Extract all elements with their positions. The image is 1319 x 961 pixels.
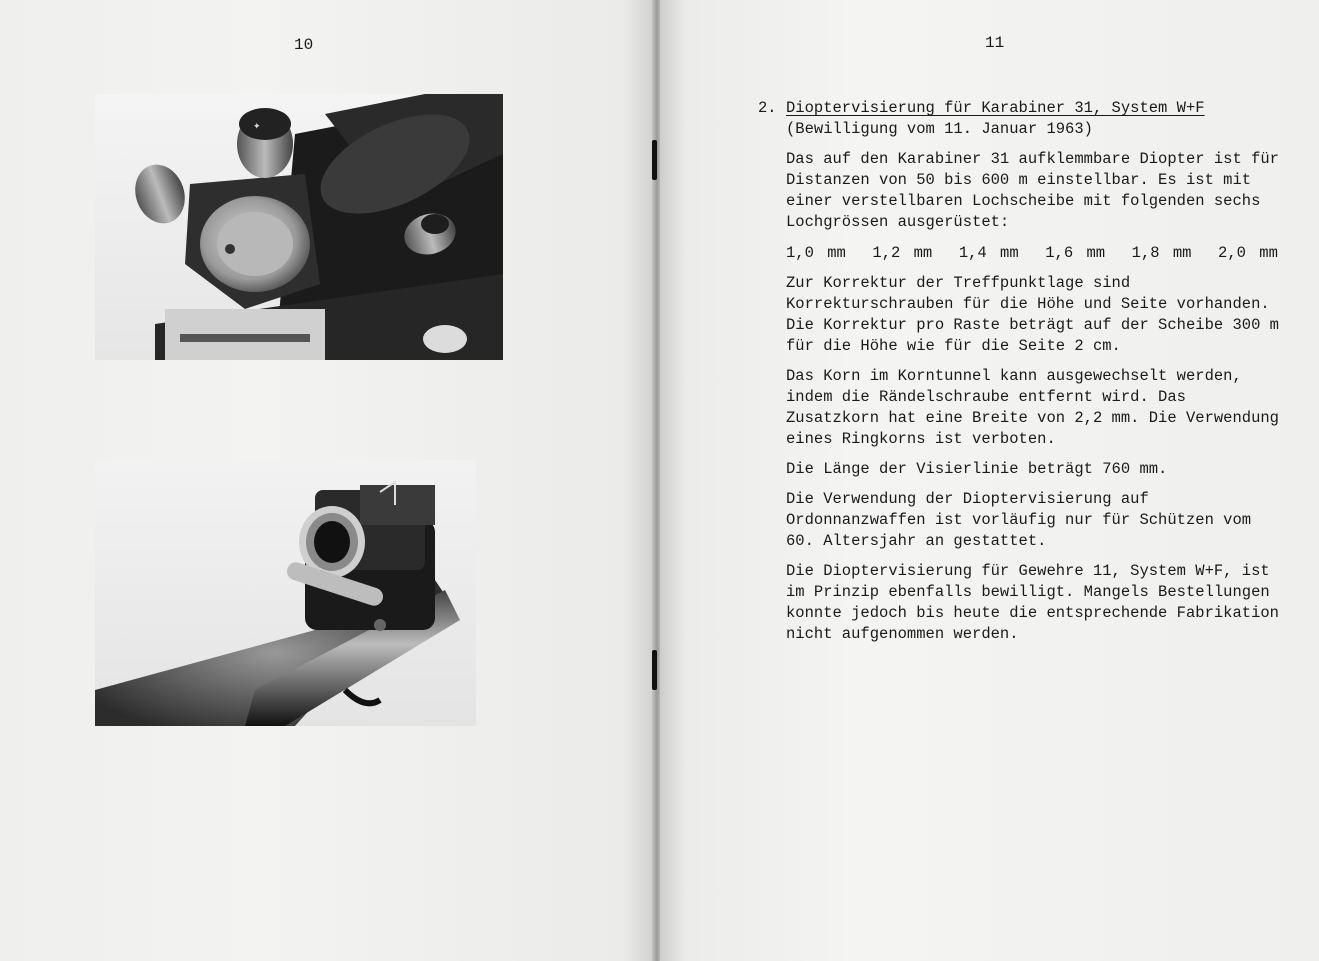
photo-front-sight-tunnel: [95, 460, 476, 726]
paragraph-front-sight: Das Korn im Korntunnel kann ausgewechselt werden, indem die Rändelschraube entfernt wird. Das Zusatzkorn hat eine Breite von 2,2 mm. Die Verwendung eines Ringkorns ist verboten.: [786, 367, 1279, 448]
svg-text:✦: ✦: [253, 122, 261, 132]
left-page: [0, 0, 656, 961]
section-text: [758, 98, 1288, 645]
page-number-right: 11: [985, 34, 1005, 52]
binding-staple-top: [652, 140, 657, 180]
section-title: Dioptervisierung für Karabiner 31, System W+F: [786, 99, 1205, 117]
paragraph-diopter-description: Das auf den Karabiner 31 aufklemmbare Diopter ist für Distanzen von 50 bis 600 m einstellbar. Es ist mit einer verstellbaren Lochscheibe mit folgenden sechs Lochgrössen ausgerüstet:: [786, 150, 1279, 231]
section-subtitle: (Bewilligung vom 11. Januar 1963): [786, 120, 1093, 138]
page-number-left: 10: [294, 36, 314, 54]
paragraph-sight-line-length: Die Länge der Visierlinie beträgt 760 mm.: [786, 460, 1168, 478]
section-number: 2.: [758, 99, 777, 117]
binding-staple-bottom: [652, 650, 657, 690]
front-sight-photo-image: [95, 460, 476, 726]
photo-rear-diopter-sight: [95, 94, 503, 360]
section-heading: [758, 98, 1288, 140]
rear-sight-photo-image: [95, 94, 503, 360]
aperture-sizes-list: 1,0 mm 1,2 mm 1,4 mm 1,6 mm 1,8 mm 2,0 mm: [786, 244, 1278, 262]
paragraph-usage-restriction: Die Verwendung der Dioptervisierung auf Ordonnanzwaffen ist vorläufig nur für Schützen vom 60. Altersjahr an gestattet.: [786, 490, 1252, 550]
paragraph-correction: Zur Korrektur der Treffpunktlage sind Korrekturschrauben für die Höhe und Seite vorhanden. Die Korrektur pro Raste beträgt auf der Scheibe 300 m für die Höhe wie für die Seite 2 cm.: [786, 274, 1279, 355]
paragraph-rifle-11: Die Dioptervisierung für Gewehre 11, System W+F, ist im Prinzip ebenfalls bewilligt. Mangels Bestellungen konnte jedoch bis heute die entsprechende Fabrikation nicht aufgenommen werden.: [786, 562, 1279, 643]
